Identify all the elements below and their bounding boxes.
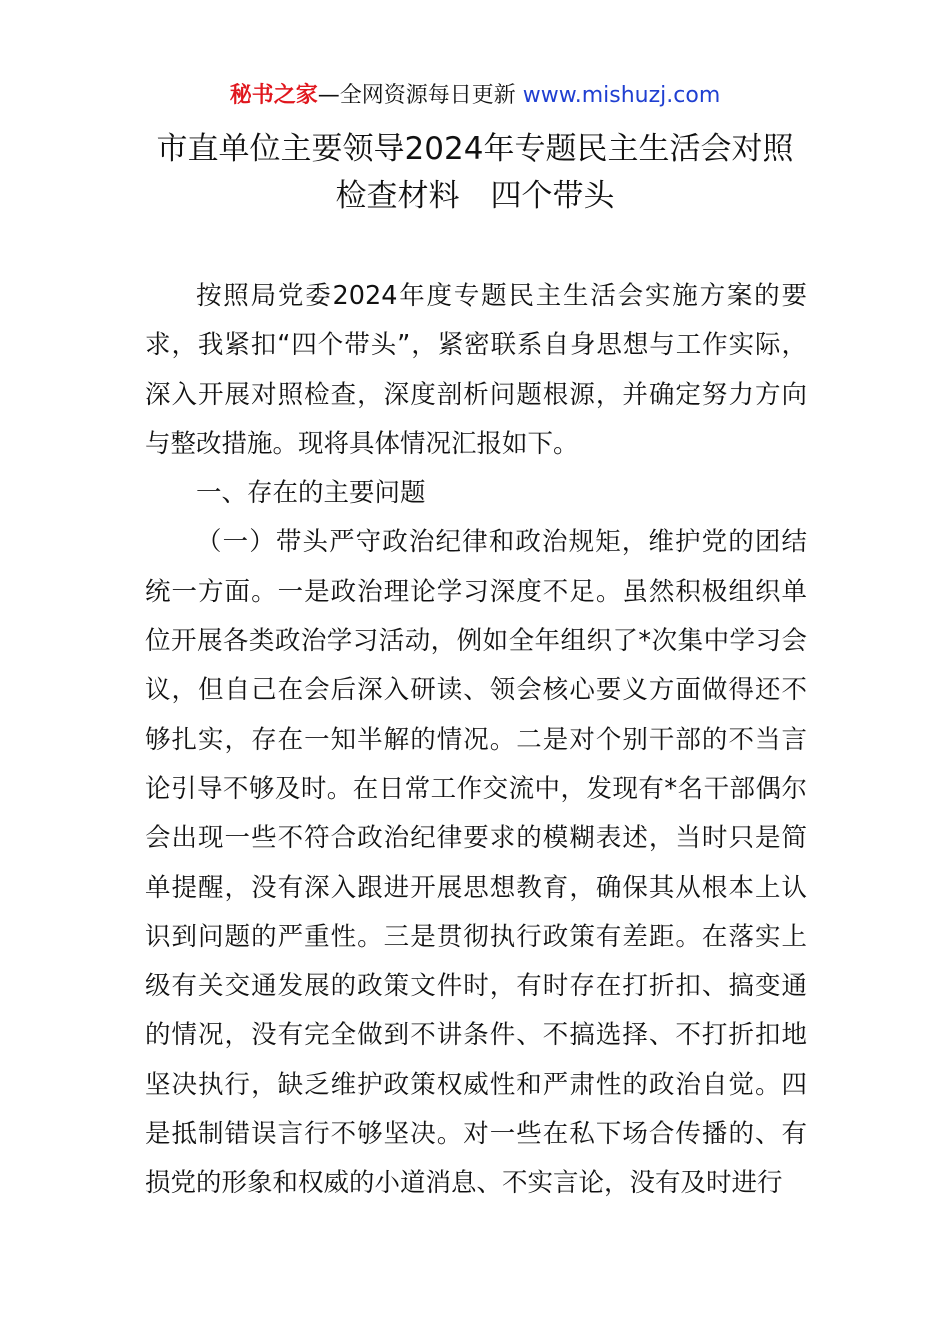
document-title [60,126,890,220]
body-paragraph: （一）带头严守政治纪律和政治规矩，维护党的团结统一方面。一是政治理论学习深度不足。虽然积极组织单位开展各类政治学习活动，例如全年组织了*次集中学习会议，但自己在会后深入研读、领会核心要义方面做得还不够扎实，存在一知半解的情况。二是对个别干部的不当言论引导不够及时。在日常工作交流中，发现有*名干部偶尔会出现一些不符合政治纪律要求的模糊表述，当时只是简单提醒，没有深入跟进开展思想教育，确保其从根本上认识到问题的严重性。三是贯彻执行政策有差距。在落实上级有关交通发展的政策文件时，有时存在打折扣、搞变通的情况，没有完全做到不讲条件、不搞选择、不打折扣地坚决执行，缺乏维护政策权威性和严肃性的政治自觉。四是抵制错误言行不够坚决。对一些在私下场合传播的、有损党的形象和权威的小道消息、不实言论，没有及时进行 [145,527,807,1199]
section-heading: 一、存在的主要问题 [196,478,426,509]
site-url[interactable]: www.mishuzj.com [522,83,721,108]
document-body [145,272,807,1209]
intro-paragraph: 按照局党委2024年度专题民主生活会实施方案的要求，我紧扣“四个带头”，紧密联系自身思想与工作实际，深入开展对照检查，深度剖析问题根源，并确定努力方向与整改措施。现将具体情况汇报如下。 [145,281,807,459]
site-header [0,80,950,112]
brand-name: 秘书之家 [229,83,318,108]
title-line-2: 检查材料 四个带头 [335,178,615,214]
header-tagline: —全网资源每日更新 [317,83,523,108]
title-line-1: 市直单位主要领导2024年专题民主生活会对照 [156,131,794,167]
